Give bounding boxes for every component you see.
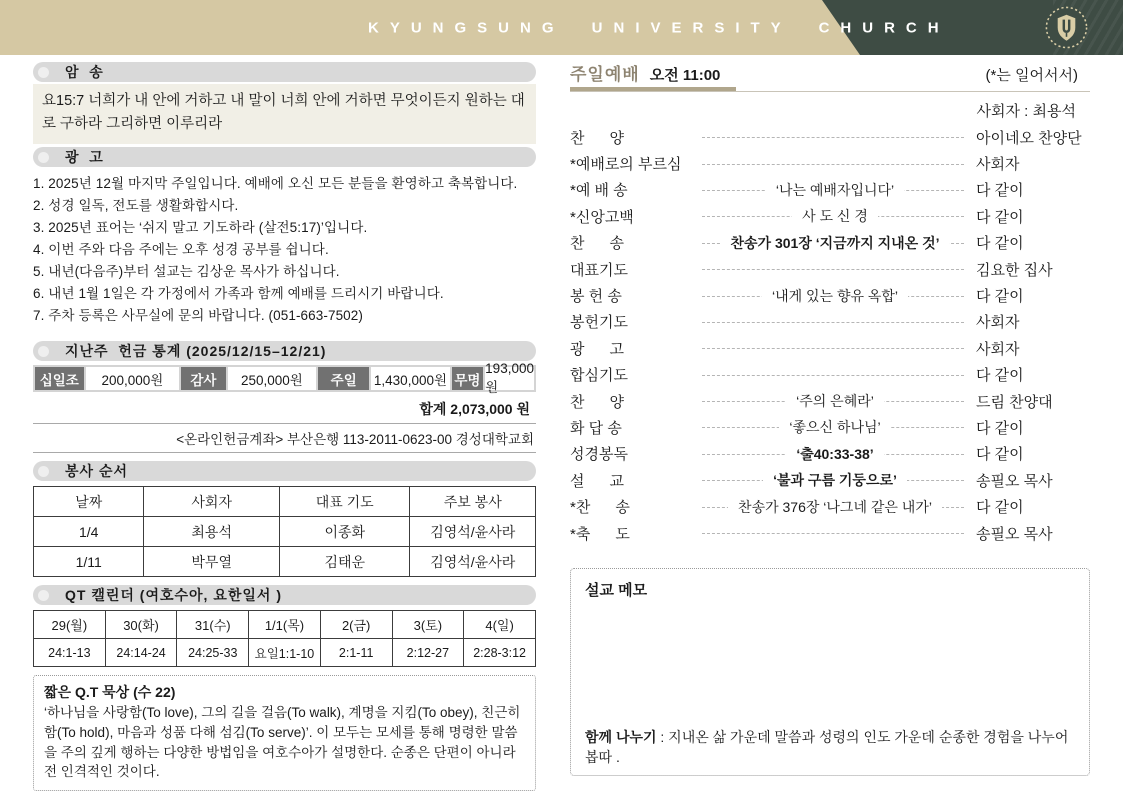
scripture-reference: ‘출40:33-38’ bbox=[786, 444, 883, 464]
worship-row bbox=[570, 493, 1090, 519]
offering-label: 무명 bbox=[452, 367, 484, 390]
item-name: 찬 양 bbox=[570, 129, 624, 147]
left-column bbox=[33, 62, 536, 791]
worship-row bbox=[570, 414, 1090, 440]
qt-day: 31(수) bbox=[177, 611, 249, 639]
item-name: 설 교 bbox=[570, 472, 624, 490]
offering-total: 합계 2,073,000 원 bbox=[419, 401, 530, 418]
announcement-item: 1. 2025년 12월 마지막 주일입니다. 예배에 오신 모든 분들을 환영하고 축복합니다. bbox=[33, 176, 518, 192]
announcement-item: 5. 내년(다음주)부터 설교는 김상운 목사가 하십니다. bbox=[33, 264, 340, 280]
item-name: 성경봉독 bbox=[570, 446, 628, 464]
dotted-leader bbox=[698, 150, 972, 176]
dotted-leader bbox=[698, 230, 972, 256]
worship-row bbox=[570, 282, 1090, 308]
item-name: 봉헌기도 bbox=[570, 314, 628, 332]
col-header: 대표 기도 bbox=[279, 487, 410, 517]
item-name: 찬 양 bbox=[570, 393, 624, 411]
item-who: 드림 찬양대 bbox=[976, 393, 1053, 411]
song-title: ‘좋으신 하나님’ bbox=[779, 417, 890, 437]
masthead bbox=[0, 0, 1123, 55]
dotted-leader bbox=[698, 362, 972, 388]
section-title-offering: 지난주 헌금 통계 (2025/12/15–12/21) bbox=[65, 343, 327, 360]
qt-reading: 2:28-3:12 bbox=[464, 639, 536, 667]
title-rule bbox=[570, 87, 1090, 94]
sermon-title: ‘불과 구름 기둥으로’ bbox=[763, 470, 907, 490]
cell: 1/11 bbox=[34, 547, 144, 577]
dotted-leader bbox=[698, 388, 972, 414]
item-name: *예 배 송 bbox=[570, 182, 628, 200]
item-name: 광 고 bbox=[570, 340, 624, 358]
col-header: 날짜 bbox=[34, 487, 144, 517]
worship-row bbox=[570, 362, 1090, 388]
cell: 이종화 bbox=[279, 517, 410, 547]
item-who: 다 같이 bbox=[976, 367, 1024, 385]
item-who: 사회자 bbox=[976, 156, 1020, 174]
item-who: 다 같이 bbox=[976, 419, 1024, 437]
sermon-memo-box bbox=[570, 568, 1090, 776]
item-name: 합심기도 bbox=[570, 367, 628, 385]
announcement-item: 6. 내년 1월 1일은 각 가정에서 가족과 함께 예배를 드리시기 바랍니다. bbox=[33, 286, 444, 302]
offering-label: 감사 bbox=[181, 367, 225, 390]
item-who: 송필오 목사 bbox=[976, 525, 1053, 543]
item-who: 다 같이 bbox=[976, 446, 1024, 464]
item-who: 송필오 목사 bbox=[976, 472, 1053, 490]
dotted-leader bbox=[698, 335, 972, 361]
song-title: ‘내게 있는 향유 옥합’ bbox=[762, 286, 908, 306]
worship-row bbox=[570, 388, 1090, 414]
item-name: 화 답 송 bbox=[570, 419, 622, 437]
cell: 최용석 bbox=[144, 517, 280, 547]
table-row bbox=[34, 547, 536, 577]
offering-value: 193,000원 bbox=[485, 361, 534, 396]
dotted-leader bbox=[698, 520, 972, 546]
cell: 김영석/윤사라 bbox=[410, 547, 536, 577]
item-name: 대표기도 bbox=[570, 261, 628, 279]
item-who: 사회자 bbox=[976, 340, 1020, 358]
online-offering-account: <온라인헌금계좌> 부산은행 113-2011-0623-00 경성대학교회 bbox=[176, 432, 534, 448]
bullet-icon bbox=[38, 346, 49, 357]
section-bar-qt bbox=[33, 585, 536, 605]
worship-row bbox=[570, 467, 1090, 493]
standing-note: (*는 일어서서) bbox=[985, 67, 1078, 84]
memory-verse: 요15:7 너희가 내 안에 거하고 내 말이 너희 안에 거하면 무엇이든지 원하는 대로 구하라 그리하면 이루리라 bbox=[33, 84, 536, 144]
dotted-leader bbox=[698, 124, 972, 150]
sharing-text: : 지내온 삶 가운데 말씀과 성령의 인도 가운데 순종한 경험을 나누어 봅따 . bbox=[585, 728, 1069, 765]
qt-reading: 24:14-24 bbox=[105, 639, 177, 667]
dotted-leader bbox=[698, 256, 972, 282]
qt-calendar-table bbox=[33, 610, 536, 667]
section-bar-notice bbox=[33, 147, 536, 167]
service-roster-table bbox=[33, 486, 536, 577]
bullet-icon bbox=[38, 152, 49, 163]
item-name: 봉 헌 송 bbox=[570, 288, 622, 306]
qt-day: 29(월) bbox=[34, 611, 106, 639]
qt-reading: 24:1-13 bbox=[34, 639, 106, 667]
cell: 김영석/윤사라 bbox=[410, 517, 536, 547]
announcement-item: 4. 이번 주와 다음 주에는 오후 성경 공부를 쉽니다. bbox=[33, 242, 329, 258]
item-name: *찬 송 bbox=[570, 499, 630, 517]
offering-value: 250,000원 bbox=[228, 367, 317, 390]
item-who: 다 같이 bbox=[976, 208, 1024, 226]
qt-day: 4(일) bbox=[464, 611, 536, 639]
announcement-list bbox=[33, 173, 536, 327]
item-who: 사회자 bbox=[976, 314, 1020, 332]
qt-day: 1/1(목) bbox=[249, 611, 321, 639]
item-name: *예배로의 부르심 bbox=[570, 156, 682, 174]
qt-reading: 2:1-11 bbox=[320, 639, 392, 667]
cell: 1/4 bbox=[34, 517, 144, 547]
item-who: 다 같이 bbox=[976, 235, 1024, 253]
section-bar-service bbox=[33, 461, 536, 481]
offering-value: 200,000원 bbox=[86, 367, 180, 390]
section-title-service: 봉사 순서 bbox=[65, 463, 128, 480]
worship-row bbox=[570, 177, 1090, 203]
item-who: 다 같이 bbox=[976, 288, 1024, 306]
worship-row bbox=[570, 256, 1090, 282]
worship-time: 오전 11:00 bbox=[649, 67, 721, 84]
song-title: 찬송가 376장 ‘나그네 같은 내가’ bbox=[728, 497, 942, 517]
dotted-leader bbox=[698, 282, 972, 308]
offering-value: 1,430,000원 bbox=[371, 367, 449, 390]
bullet-icon bbox=[38, 67, 49, 78]
announcement-item: 3. 2025년 표어는 ‘쉬지 말고 기도하라 (살전5:17)’입니다. bbox=[33, 220, 368, 236]
item-who: 다 같이 bbox=[976, 499, 1024, 517]
divider bbox=[33, 452, 536, 453]
worship-row bbox=[570, 150, 1090, 176]
song-title: ‘나는 예배자입니다’ bbox=[766, 180, 904, 200]
sharing-prompt bbox=[585, 727, 1075, 768]
bullet-icon bbox=[38, 590, 49, 601]
worship-row bbox=[570, 203, 1090, 229]
dotted-leader bbox=[698, 177, 972, 203]
presider: 사회자 : 최용석 bbox=[976, 103, 1076, 120]
bullet-icon bbox=[38, 466, 49, 477]
church-name: KYUNGSUNG UNIVERSITY CHURCH bbox=[368, 19, 950, 36]
item-name: *신앙고백 bbox=[570, 208, 634, 226]
offering-label: 주일 bbox=[318, 367, 369, 390]
qt-reading: 24:25-33 bbox=[177, 639, 249, 667]
col-header: 주보 봉사 bbox=[410, 487, 536, 517]
cell: 김태운 bbox=[279, 547, 410, 577]
dotted-leader bbox=[698, 309, 972, 335]
announcement-item: 2. 성경 일독, 전도를 생활화합시다. bbox=[33, 198, 239, 214]
qt-meditation-body: ‘하나님을 사랑함(To love), 그의 길을 걸음(To walk), 계명을 지킴(To obey), 친근히 함(To hold), 마음과 성품 다해 섬김(To serve)’. 이 모두는 모세를 통해 명령한 말씀을 주의 깊게 행하는 다양한 방법임을 여호수아가 설명한다. 순종은 단편이 아니라 전 인격적인 것이다. bbox=[44, 705, 521, 780]
dotted-leader bbox=[698, 414, 972, 440]
announcement-item: 7. 주차 등록은 사무실에 문의 바랍니다. (051-663-7502) bbox=[33, 308, 363, 324]
item-name: *축 도 bbox=[570, 525, 630, 543]
dotted-leader bbox=[698, 493, 972, 519]
song-title: 찬송가 301장 ‘지금까지 지내온 것’ bbox=[721, 233, 950, 253]
qt-day: 3(토) bbox=[392, 611, 464, 639]
right-column bbox=[570, 60, 1090, 776]
dotted-leader bbox=[698, 203, 972, 229]
offering-label: 십일조 bbox=[35, 367, 84, 390]
section-bar-amsong bbox=[33, 62, 536, 82]
dotted-leader bbox=[698, 441, 972, 467]
qt-day: 2(금) bbox=[320, 611, 392, 639]
qt-meditation-title: 짧은 Q.T 묵상 (수 22) bbox=[44, 684, 176, 701]
worship-row bbox=[570, 441, 1090, 467]
worship-order-list bbox=[570, 124, 1090, 546]
worship-row bbox=[570, 520, 1090, 546]
item-who: 아이네오 찬양단 bbox=[976, 129, 1082, 147]
worship-row bbox=[570, 309, 1090, 335]
worship-header bbox=[570, 60, 1090, 84]
sharing-label: 함께 나누기 bbox=[585, 728, 657, 745]
item-who: 김요한 집사 bbox=[976, 261, 1053, 279]
worship-row bbox=[570, 124, 1090, 150]
table-row bbox=[34, 639, 536, 667]
table-row bbox=[34, 611, 536, 639]
sermon-memo-title: 설교 메모 bbox=[585, 582, 648, 600]
qt-reading: 요일1:1-10 bbox=[249, 639, 321, 667]
church-emblem-icon bbox=[1043, 4, 1090, 51]
dotted-leader bbox=[698, 467, 972, 493]
worship-title: 주일예배 bbox=[570, 65, 640, 84]
col-header: 사회자 bbox=[144, 487, 280, 517]
section-bar-offering bbox=[33, 341, 536, 361]
qt-reading: 2:12-27 bbox=[392, 639, 464, 667]
table-row bbox=[34, 517, 536, 547]
song-title: ‘주의 은혜라’ bbox=[786, 391, 884, 411]
section-title-qt: QT 캘린더 (여호수아, 요한일서 ) bbox=[65, 587, 282, 604]
song-title: 사 도 신 경 bbox=[792, 206, 878, 226]
offering-table bbox=[33, 361, 536, 396]
worship-row bbox=[570, 335, 1090, 361]
qt-meditation-box bbox=[33, 675, 536, 790]
qt-day: 30(화) bbox=[105, 611, 177, 639]
item-name: 찬 송 bbox=[570, 235, 624, 253]
section-title-notice: 광 고 bbox=[65, 149, 104, 166]
worship-row bbox=[570, 230, 1090, 256]
item-who: 다 같이 bbox=[976, 182, 1024, 200]
cell: 박무열 bbox=[144, 547, 280, 577]
section-title-amsong: 암 송 bbox=[65, 64, 104, 80]
